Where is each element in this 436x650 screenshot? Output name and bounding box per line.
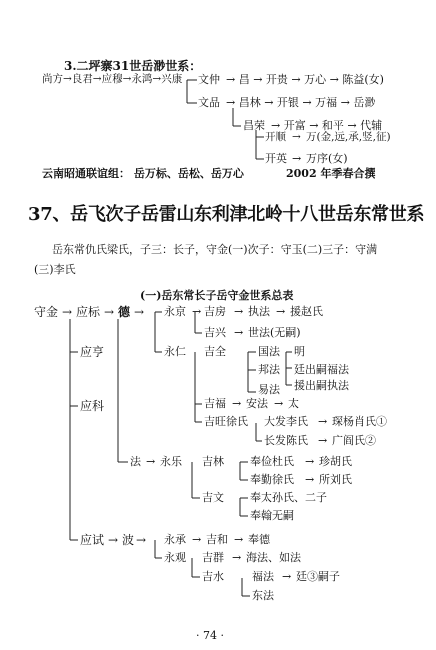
node-suoliu: 所刘氏: [319, 473, 352, 486]
node-jilin: 吉林: [202, 455, 224, 468]
node-fenghan: 奉翰无嗣: [250, 509, 294, 522]
node-jiwen: 吉文: [202, 491, 224, 504]
arrow: →: [104, 305, 115, 319]
node-ming: 明: [294, 345, 305, 358]
node-ting3: 廷③嗣子: [296, 570, 340, 583]
chain-changrong: → 开富 → 和平 → 代辅: [271, 119, 383, 132]
arrow: →: [108, 533, 119, 547]
node-wenzhong: 文仲: [198, 73, 220, 86]
arrow: →: [234, 326, 244, 339]
node-zhifa: 执法: [248, 305, 270, 318]
node-yingheng: 应亨: [80, 345, 105, 359]
node-yongcheng: 永承: [164, 533, 186, 546]
node-shifa: 世法(无嗣): [248, 326, 301, 339]
arrow: →: [134, 305, 145, 319]
node-yingke: 应科: [80, 399, 105, 413]
arrow: →: [136, 533, 147, 547]
node-jifu: 吉福: [204, 397, 226, 410]
arrow: →: [318, 434, 328, 447]
arrow: →: [305, 455, 315, 468]
arrow: →: [276, 305, 286, 318]
node-yuanchu: 援出嗣执法: [294, 379, 349, 392]
node-yongjing: 永京: [164, 305, 186, 318]
credit-date: 2002 年季春合撰: [286, 167, 376, 180]
node-fengjian: 奉俭杜氏: [250, 455, 294, 468]
node-shoujin: 守金: [34, 305, 59, 319]
node-kaiying: 开英: [265, 152, 287, 165]
kaiying-children: 万序(女): [306, 152, 348, 165]
node-de: 德: [118, 305, 131, 319]
node-bo: 波: [122, 533, 135, 547]
node-changfa: 长发陈氏: [264, 434, 308, 447]
node-fengtai: 奉太孙氏、二子: [250, 491, 327, 504]
node-yongguan: 永观: [164, 551, 186, 564]
node-haifa: 海法、如法: [246, 551, 301, 564]
arrow: →: [192, 305, 202, 318]
node-yifa: 易法: [258, 383, 280, 396]
node-fengde: 奉德: [248, 533, 270, 546]
arrow: →: [305, 473, 315, 486]
node-wenpin: 文品: [198, 96, 220, 109]
node-yuanzhao: 援赵氏: [290, 305, 323, 318]
arrow: →: [192, 533, 202, 546]
chain-wenpin: → 昌林 → 开银 → 万福 → 岳渺: [226, 96, 376, 109]
node-jifang: 吉房: [204, 305, 226, 318]
page-number: · 74 ·: [196, 629, 224, 642]
table-title: (一)岳东常长子岳守金世系总表: [140, 289, 294, 302]
lineage-chain-a: 尚方→良君→应穆→永鸿→兴康: [42, 73, 183, 85]
node-fufa: 福法: [252, 570, 274, 583]
node-jihe: 吉和: [206, 533, 228, 546]
arrow: →: [234, 305, 244, 318]
node-yongle: 永乐: [160, 455, 182, 468]
arrow: →: [62, 305, 73, 319]
credit-line: 云南昭通联谊组： 岳万标、岳松、岳万心: [42, 167, 244, 180]
node-dafa: 大发李氏: [264, 415, 308, 428]
node-guangyan: 广阎氏②: [332, 434, 376, 447]
arrow: →: [146, 455, 156, 468]
arrow: →: [318, 415, 328, 428]
node-jiqun: 吉群: [202, 551, 224, 564]
node-jishui: 吉水: [202, 570, 224, 583]
node-jixing: 吉兴: [204, 326, 226, 339]
node-bangfa: 邦法: [258, 363, 280, 376]
arrow-b: →: [292, 152, 302, 165]
node-fengqin: 奉勤徐氏: [250, 473, 294, 486]
node-yongren: 永仁: [164, 345, 186, 358]
node-guofa: 国法: [258, 345, 280, 358]
intro-line-2: (三)李氏: [34, 263, 76, 276]
node-kaishun: 开顺: [265, 131, 286, 143]
section1-title: 3.二坪寨31世岳渺世系：: [64, 59, 202, 73]
section2-heading: 37、岳飞次子岳雷山东利津北岭十八世岳东常世系: [28, 204, 425, 225]
node-yingshi: 应试: [80, 533, 105, 547]
arrow: →: [274, 397, 284, 410]
arrow: →: [232, 551, 242, 564]
chain-wenzhong: → 昌 → 开贵 → 万心 → 陈益(女): [226, 73, 384, 86]
arrow: →: [234, 533, 244, 546]
node-fa: 法: [130, 455, 141, 468]
arrow: →: [282, 570, 292, 583]
intro-line-1: 岳东常仇氏梁氏，子三：长子，守金(一)次子：守玉(二)三子：守满: [52, 243, 378, 256]
node-zhenhu: 珍胡氏: [319, 455, 352, 468]
node-tingchu: 廷出嗣福法: [294, 363, 349, 376]
node-dongfa: 东法: [252, 589, 274, 602]
node-jiquan: 吉全: [204, 345, 226, 358]
arrow: →: [232, 397, 242, 410]
node-changrong: 昌荣: [243, 119, 265, 132]
node-yingbiao: 应标: [76, 305, 101, 319]
kaishun-children: 万(金,远,承,竖,征): [306, 131, 391, 143]
node-shenyang: 琛杨肖氏①: [332, 415, 387, 428]
node-anfa: 安法: [246, 397, 268, 410]
arrow-a: →: [292, 131, 301, 143]
node-tai: 太: [288, 397, 299, 410]
node-jiwang: 吉旺徐氏: [204, 415, 248, 428]
